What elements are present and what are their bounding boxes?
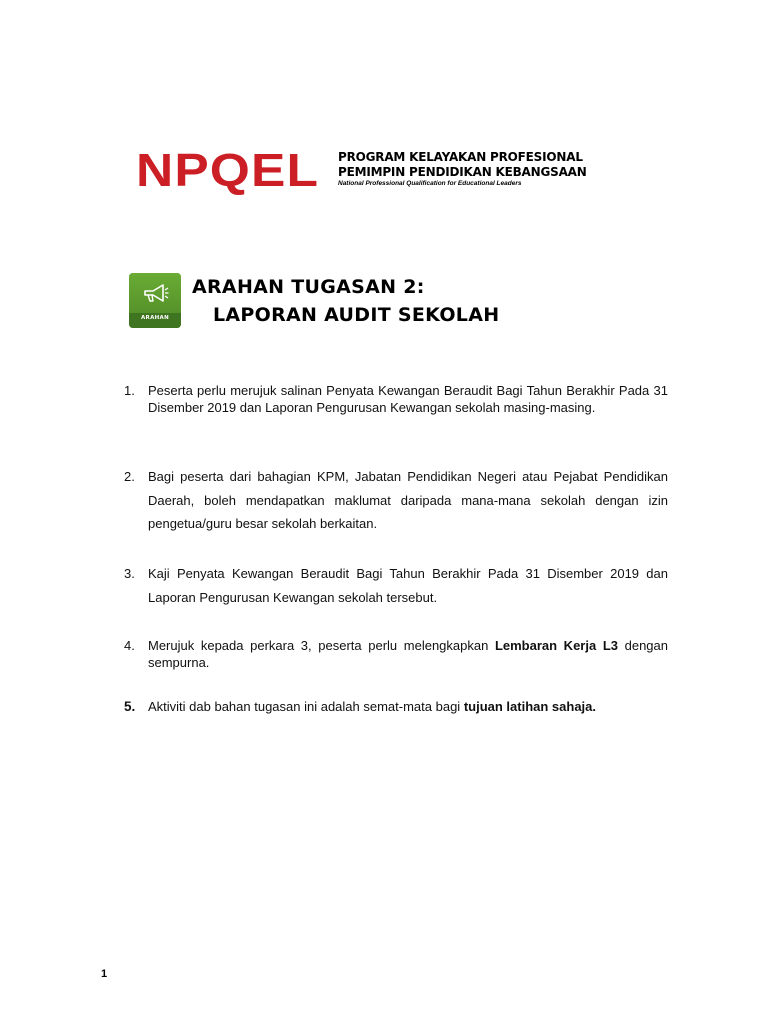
instruction-text: Bagi peserta dari bahagian KPM, Jabatan Pendidikan Negeri atau Pejabat Pendidikan Daerah, boleh mendapatkan maklumat daripada mana-mana sekolah dengan izin pengetua/guru besar sekolah berkaitan. — [148, 469, 668, 531]
instruction-text: Peserta perlu merujuk salinan Penyata Kewangan Beraudit Bagi Tahun Berakhir Pada 31 Disember 2019 dan Laporan Pengurusan Kewangan sekolah masing-masing. — [148, 383, 668, 415]
arahan-badge — [129, 273, 181, 328]
instruction-number: 4. — [124, 638, 135, 653]
instruction-number: 1. — [124, 383, 135, 398]
assignment-subtitle: LAPORAN AUDIT SEKOLAH — [213, 304, 500, 326]
logo-program-text — [338, 150, 598, 188]
instruction-text-part: Aktiviti dab bahan tugasan ini adalah semat-mata bagi — [148, 699, 464, 714]
instruction-item-1 — [124, 383, 668, 416]
program-name-line2: PEMIMPIN PENDIDIKAN KEBANGSAAN — [338, 165, 587, 179]
instruction-text-part: Merujuk kepada perkara 3, peserta perlu melengkapkan — [148, 638, 495, 653]
instruction-item-4 — [124, 638, 668, 671]
instruction-item-5 — [124, 699, 668, 716]
logo-wordmark: NPQEL — [136, 144, 320, 196]
instruction-item-3 — [124, 562, 668, 609]
megaphone-icon — [141, 282, 169, 306]
training-purpose-note: tujuan latihan sahaja. — [463, 699, 597, 714]
instruction-text: Kaji Penyata Kewangan Beraudit Bagi Tahun Berakhir Pada 31 Disember 2019 dan Laporan Pengurusan Kewangan sekolah tersebut. — [148, 566, 668, 605]
badge-label: ARAHAN — [140, 315, 169, 321]
page-number: 1 — [101, 968, 108, 980]
instruction-item-2 — [124, 465, 668, 536]
assignment-title: ARAHAN TUGASAN 2: — [192, 276, 425, 298]
program-name-english: National Professional Qualification for Educational Leaders — [338, 180, 522, 187]
instruction-text — [148, 699, 668, 716]
instruction-number: 5. — [124, 699, 136, 714]
program-name-line1: PROGRAM KELAYAKAN PROFESIONAL — [338, 150, 583, 164]
instruction-number: 3. — [124, 566, 135, 581]
instruction-text-part: dengan sempurna. — [148, 638, 668, 670]
instruction-number: 2. — [124, 469, 135, 484]
worksheet-reference: Lembaran Kerja L3 — [494, 638, 618, 653]
instruction-text — [148, 638, 668, 671]
